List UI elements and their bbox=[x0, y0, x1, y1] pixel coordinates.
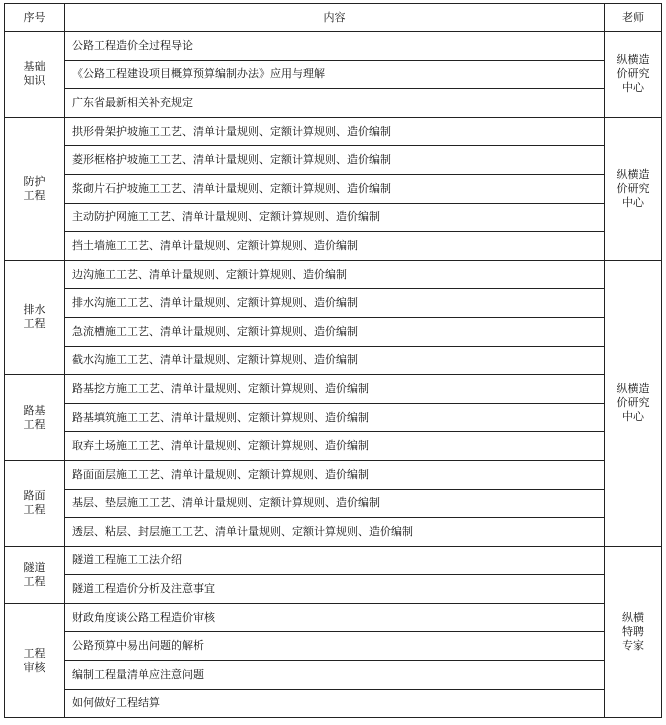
table-row bbox=[5, 403, 662, 432]
table-row bbox=[5, 260, 662, 289]
section-label-line: 审核 bbox=[23, 660, 46, 674]
section-label-line: 基础 bbox=[23, 60, 46, 74]
table-row bbox=[5, 60, 662, 89]
content-item: 路面面层施工工艺、清单计量规则、定额计算规则、造价编制 bbox=[65, 460, 605, 489]
section-label-line: 工程 bbox=[23, 417, 46, 431]
content-item: 财政角度谈公路工程造价审核 bbox=[65, 603, 605, 632]
content-item: 《公路工程建设项目概算预算编制办法》应用与理解 bbox=[65, 60, 605, 89]
table-row bbox=[5, 117, 662, 146]
content-item: 菱形框格护坡施工工艺、清单计量规则、定额计算规则、造价编制 bbox=[65, 146, 605, 175]
section-label bbox=[5, 117, 65, 260]
teacher-line: 价研究 bbox=[616, 181, 650, 195]
teacher-cell bbox=[605, 32, 662, 118]
teacher-line: 纵横 bbox=[622, 610, 644, 624]
section-label-line: 路面 bbox=[23, 489, 46, 503]
teacher-line: 纵横造 bbox=[616, 53, 650, 67]
section-label-line: 隧道 bbox=[23, 560, 46, 574]
table-row bbox=[5, 432, 662, 461]
section-label-line: 知识 bbox=[23, 74, 46, 88]
table-row bbox=[5, 32, 662, 61]
table-row bbox=[5, 632, 662, 661]
content-item: 浆砌片石护坡施工工艺、清单计量规则、定额计算规则、造价编制 bbox=[65, 174, 605, 203]
content-item: 拱形骨架护坡施工工艺、清单计量规则、定额计算规则、造价编制 bbox=[65, 117, 605, 146]
course-table-container bbox=[4, 3, 662, 718]
content-item: 公路预算中易出问题的解析 bbox=[65, 632, 605, 661]
teacher-cell bbox=[605, 117, 662, 260]
table-row bbox=[5, 232, 662, 261]
table-row bbox=[5, 689, 662, 718]
section-label bbox=[5, 460, 65, 546]
table-row bbox=[5, 603, 662, 632]
content-item: 取弃土场施工工艺、清单计量规则、定额计算规则、造价编制 bbox=[65, 432, 605, 461]
teacher-line: 价研究 bbox=[616, 396, 650, 410]
content-item: 公路工程造价全过程导论 bbox=[65, 32, 605, 61]
header-content: 内容 bbox=[65, 4, 605, 32]
teacher-line: 专家 bbox=[622, 638, 644, 652]
header-teacher: 老师 bbox=[605, 4, 662, 32]
section-label-line: 路基 bbox=[23, 403, 46, 417]
content-item: 透层、粘层、封层施工工艺、清单计量规则、定额计算规则、造价编制 bbox=[65, 518, 605, 547]
table-row bbox=[5, 174, 662, 203]
section-label-line: 工程 bbox=[23, 317, 46, 331]
teacher-line: 中心 bbox=[622, 410, 644, 424]
content-item: 挡土墙施工工艺、清单计量规则、定额计算规则、造价编制 bbox=[65, 232, 605, 261]
content-item: 主动防护网施工工艺、清单计量规则、定额计算规则、造价编制 bbox=[65, 203, 605, 232]
teacher-line: 价研究 bbox=[616, 67, 650, 81]
section-label-line: 排水 bbox=[23, 303, 46, 317]
section-label-line: 工程 bbox=[23, 646, 46, 660]
section-label bbox=[5, 32, 65, 118]
table-row bbox=[5, 375, 662, 404]
course-table bbox=[4, 3, 662, 718]
section-label-line: 防护 bbox=[23, 174, 46, 188]
section-label bbox=[5, 375, 65, 461]
content-item: 隧道工程施工工法介绍 bbox=[65, 546, 605, 575]
table-row bbox=[5, 661, 662, 690]
teacher-cell bbox=[605, 260, 662, 546]
section-label bbox=[5, 260, 65, 374]
content-item: 广东省最新相关补充规定 bbox=[65, 89, 605, 118]
table-row bbox=[5, 346, 662, 375]
teacher-line: 特聘 bbox=[622, 624, 644, 638]
section-label bbox=[5, 603, 65, 717]
teacher-line: 中心 bbox=[622, 81, 644, 95]
table-row bbox=[5, 146, 662, 175]
table-row bbox=[5, 89, 662, 118]
section-label-line: 工程 bbox=[23, 503, 46, 517]
table-row bbox=[5, 203, 662, 232]
table-row bbox=[5, 575, 662, 604]
content-item: 路基挖方施工工艺、清单计量规则、定额计算规则、造价编制 bbox=[65, 375, 605, 404]
content-item: 如何做好工程结算 bbox=[65, 689, 605, 718]
content-item: 隧道工程造价分析及注意事宜 bbox=[65, 575, 605, 604]
content-item: 排水沟施工工艺、清单计量规则、定额计算规则、造价编制 bbox=[65, 289, 605, 318]
content-item: 基层、垫层施工工艺、清单计量规则、定额计算规则、造价编制 bbox=[65, 489, 605, 518]
content-item: 边沟施工工艺、清单计量规则、定额计算规则、造价编制 bbox=[65, 260, 605, 289]
section-label-line: 工程 bbox=[23, 574, 46, 588]
table-row bbox=[5, 489, 662, 518]
content-item: 急流槽施工工艺、清单计量规则、定额计算规则、造价编制 bbox=[65, 317, 605, 346]
content-item: 编制工程量清单应注意问题 bbox=[65, 661, 605, 690]
content-item: 截水沟施工工艺、清单计量规则、定额计算规则、造价编制 bbox=[65, 346, 605, 375]
table-row bbox=[5, 317, 662, 346]
teacher-line: 纵横造 bbox=[616, 167, 650, 181]
header-row bbox=[5, 4, 662, 32]
header-seq: 序号 bbox=[5, 4, 65, 32]
teacher-line: 纵横造 bbox=[616, 382, 650, 396]
section-label bbox=[5, 546, 65, 603]
section-label-line: 工程 bbox=[23, 188, 46, 202]
content-item: 路基填筑施工工艺、清单计量规则、定额计算规则、造价编制 bbox=[65, 403, 605, 432]
teacher-cell bbox=[605, 546, 662, 718]
table-row bbox=[5, 518, 662, 547]
table-row bbox=[5, 546, 662, 575]
table-row bbox=[5, 289, 662, 318]
teacher-line: 中心 bbox=[622, 195, 644, 209]
table-row bbox=[5, 460, 662, 489]
